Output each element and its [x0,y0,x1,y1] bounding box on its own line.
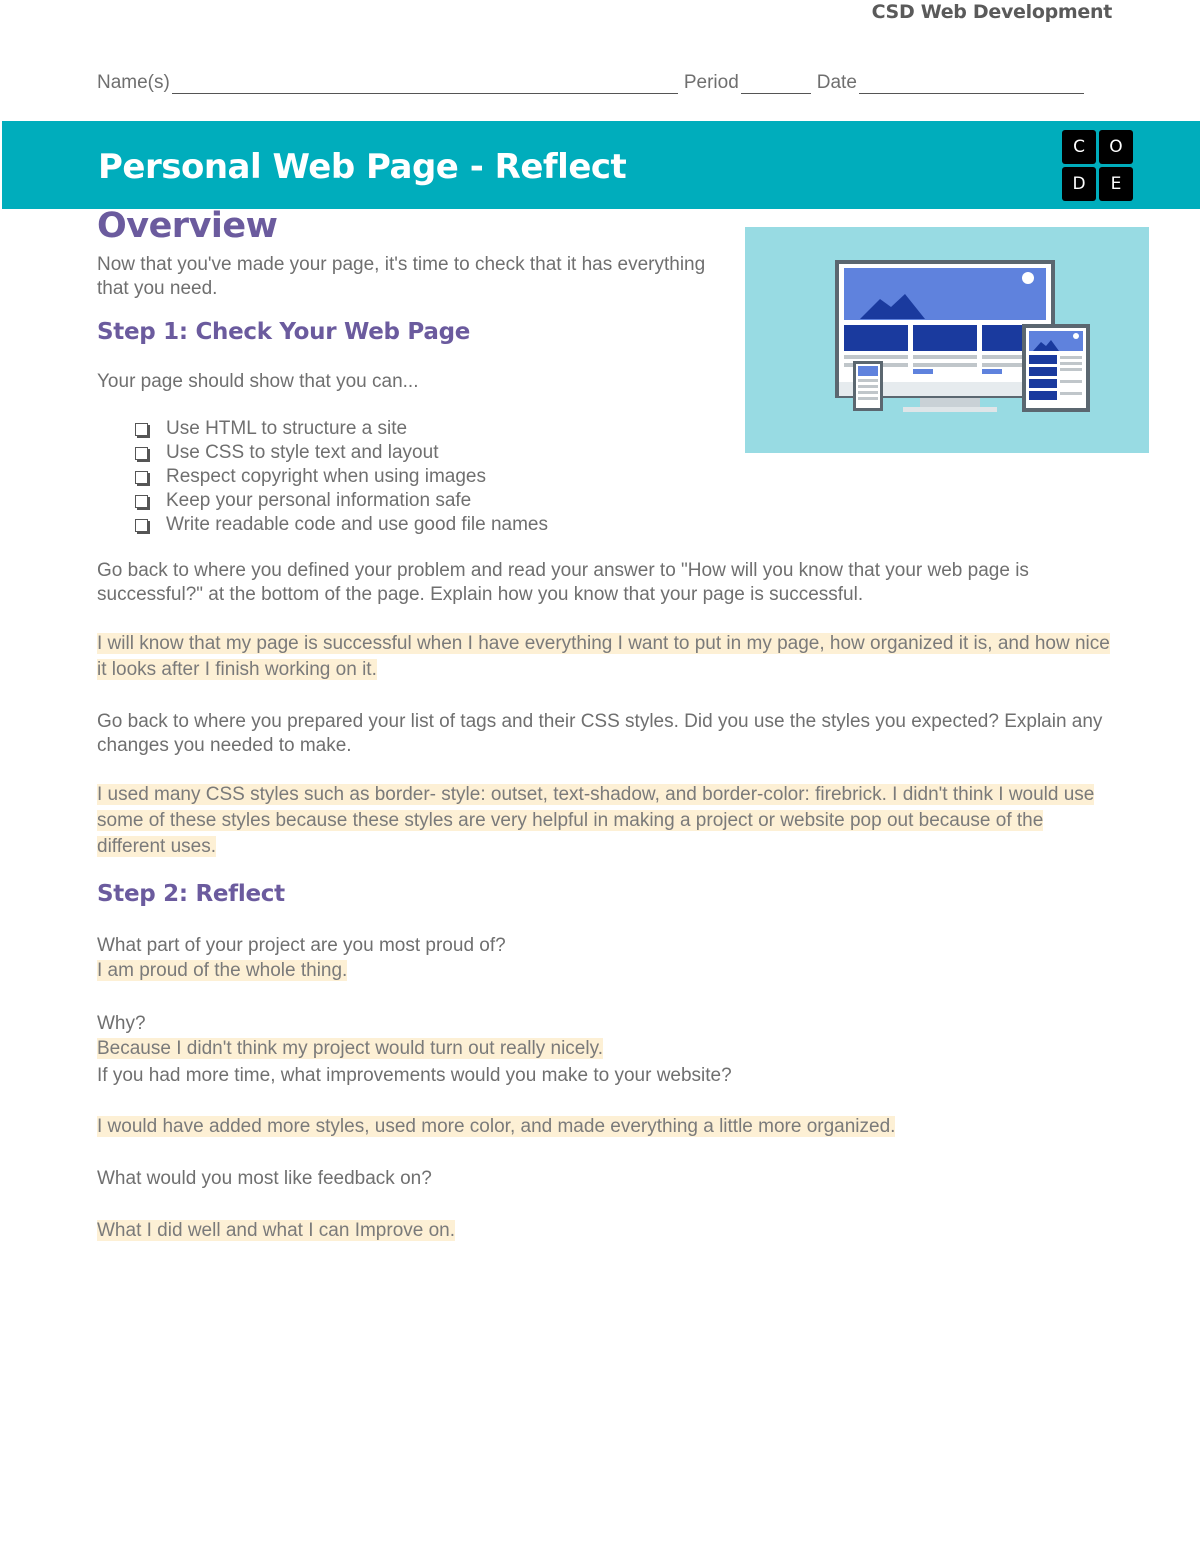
period-label: Period [683,72,739,93]
step1-intro: Your page should show that you can... [97,371,419,392]
list-item-label: Write readable code and use good file names [166,514,549,535]
question-feedback: What would you most like feedback on? [97,1168,432,1189]
logo-letter: E [1099,167,1133,201]
list-item-label: Use CSS to style text and layout [166,442,439,463]
overview-text: Now that you've made your page, it's time to check that it has everything that you need. [97,254,706,299]
code-org-logo [1062,130,1134,202]
requirements-checklist [135,417,548,537]
logo-letter: C [1062,130,1096,164]
date-field[interactable] [859,73,1084,94]
checkbox-icon[interactable] [135,495,148,508]
list-item-label: Use HTML to structure a site [166,418,408,439]
student-info-row [97,70,1110,94]
title-banner [2,121,1200,209]
checkbox-icon[interactable] [135,471,148,484]
logo-letter: D [1062,167,1096,201]
checkbox-icon[interactable] [135,447,148,460]
question-proud: What part of your project are you most proud of? [97,935,506,956]
list-item [135,465,548,489]
date-label: Date [816,72,857,93]
question-improvements: If you had more time, what improvements would you make to your website? [97,1065,732,1086]
page-title: Personal Web Page - Reflect [98,147,627,187]
list-item [135,513,548,537]
list-item [135,417,548,441]
list-item-label: Respect copyright when using images [166,466,487,487]
answer-feedback[interactable] [97,1218,455,1244]
answer-improvements[interactable] [97,1114,895,1140]
question-success: Go back to where you defined your problem and read your answer to "How will you know that your web page is successful?" at the bottom of the page. Explain how you know that your page is successful. [97,560,1029,605]
step1-heading: Step 1: Check Your Web Page [97,319,471,345]
question-styles: Go back to where you prepared your list of tags and their CSS styles. Did you use the styles you expected? Explain any changes you needed to make. [97,711,1103,756]
period-field[interactable] [741,73,811,94]
answer-text: What I did well and what I can Improve on. [97,1220,456,1241]
overview-heading: Overview [97,206,278,246]
checkbox-icon[interactable] [135,519,148,532]
answer-why[interactable] [97,1036,603,1062]
checkbox-icon[interactable] [135,423,148,436]
list-item [135,489,548,513]
list-item-label: Keep your personal information safe [166,490,472,511]
answer-text: I used many CSS styles such as border- style: outset, text-shadow, and border-color: firebrick. I didn't think I would use some of these styles because these styles are very helpful in making a project or website pop out because of the different uses. [97,784,1095,857]
answer-text: I would have added more styles, used more color, and made everything a little more organized. [97,1116,896,1137]
question-why: Why? [97,1013,146,1034]
list-item [135,441,548,465]
answer-text: I will know that my page is successful when I have everything I want to put in my page, how organized it is, and how nice it looks after I finish working on it. [97,633,1110,680]
answer-text: I am proud of the whole thing. [97,960,348,981]
name-field[interactable] [172,73,678,94]
responsive-devices-illustration [745,227,1149,453]
name-label: Name(s) [97,72,170,93]
answer-success[interactable] [97,631,1112,683]
answer-proud[interactable] [97,958,347,984]
course-title: CSD Web Development [871,1,1112,23]
answer-text: Because I didn't think my project would turn out really nicely. [97,1038,603,1059]
logo-letter: O [1099,130,1133,164]
answer-styles[interactable] [97,782,1115,860]
step2-heading: Step 2: Reflect [97,881,285,907]
devices-icon [745,227,1149,453]
